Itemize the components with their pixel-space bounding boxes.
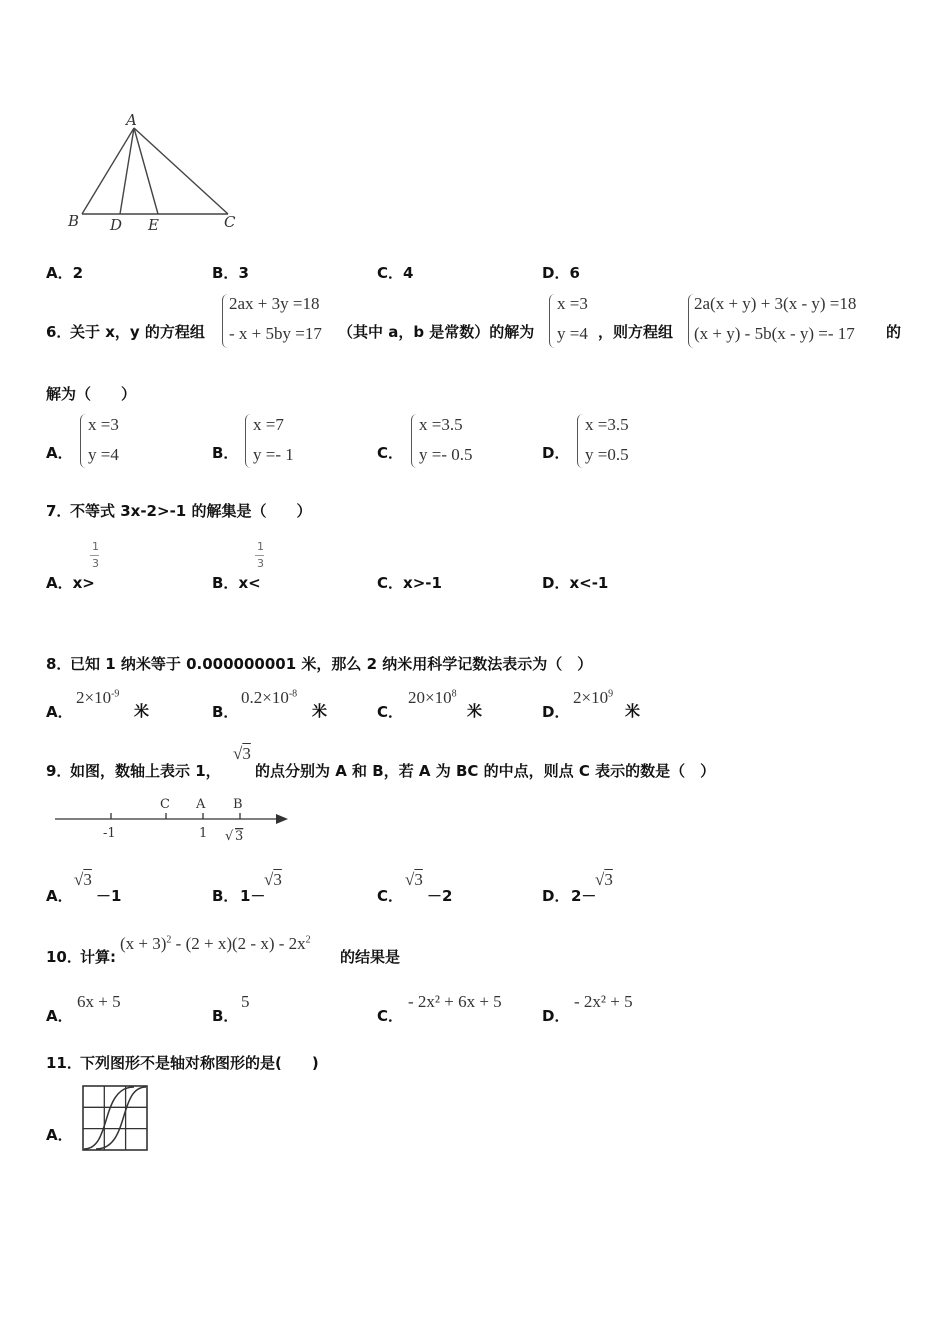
q8-text: 已知 1 纳米等于 0.000000001 米，那么 2 纳米用科学记数法表示为（ ） (70, 655, 593, 673)
option-label: A． (46, 264, 73, 282)
option-label: C． (377, 574, 404, 592)
vertex-label-c: C (224, 213, 236, 231)
q6-option-a-brace (80, 414, 87, 468)
q10-text-2: 的结果是 (340, 948, 401, 966)
option-text: 3 (238, 264, 249, 282)
sci-exponent: -8 (288, 688, 298, 700)
q5-option-b[interactable] (212, 262, 249, 283)
q8-option-c-label[interactable]: C． (377, 703, 404, 721)
point-label-c: C (160, 797, 170, 812)
q7-number: 7． (46, 502, 72, 520)
point-label-a: A (196, 797, 206, 812)
triangle-figure (60, 110, 250, 235)
option-text: x> (72, 574, 95, 592)
q7-a-fraction-numerator: 1 (92, 540, 99, 553)
q6-system2-eq2: (x + y) - 5b(x - y) =- 17 (694, 324, 855, 343)
q6-solution-y: y =4 (557, 324, 588, 343)
q6-option-c-line2: y =- 0.5 (419, 445, 473, 464)
q6-option-d-line2: y =0.5 (585, 445, 629, 464)
expr-part: (x + 3) (120, 934, 167, 953)
q9-text-1: 如图，数轴上表示 1， (70, 762, 221, 780)
q10-text-1: 计算: (80, 948, 116, 966)
q6-option-d-line1: x =3.5 (585, 415, 629, 434)
tick-label-1: 1 (199, 826, 208, 841)
q8-number: 8． (46, 655, 72, 673)
sqrt-icon: √ (595, 870, 605, 889)
q8-option-d-label[interactable]: D． (542, 703, 570, 721)
q9-option-d-radical (595, 870, 613, 890)
option-text: 2 (72, 264, 84, 282)
q6-option-c-label[interactable]: C． (377, 444, 404, 462)
q10-option-d-label[interactable]: D． (542, 1007, 570, 1025)
q7-b-fraction-numerator: 1 (257, 540, 264, 553)
q9-option-c-radical (405, 870, 423, 890)
q9-option-b-radical (264, 870, 282, 890)
sci-base: 2×10 (76, 688, 112, 707)
q5-option-c[interactable] (377, 262, 413, 283)
q11-number: 11． (46, 1054, 82, 1072)
q6-system1-eq2: - x + 5by =17 (229, 324, 322, 343)
q9-number: 9． (46, 762, 72, 780)
q6-text-1: 关于 x，y 的方程组 (70, 323, 205, 341)
sci-base: 20×10 (408, 688, 452, 707)
q11-text: 下列图形不是轴对称图形的是( ) (80, 1054, 319, 1072)
q7-a-fraction-bar (90, 555, 99, 556)
q5-option-d[interactable] (542, 262, 580, 283)
option-label: A． (46, 574, 73, 592)
sci-base: 0.2×10 (241, 688, 289, 707)
q9-option-c-post: －2 (427, 887, 453, 905)
expr-exponent: 2 (166, 934, 172, 946)
q9-option-a-post: －1 (96, 887, 122, 905)
q7-a-fraction-denominator: 3 (92, 557, 99, 570)
q6-option-a-line1: x =3 (88, 415, 119, 434)
sqrt-icon: √ (264, 870, 274, 889)
option-label: C． (377, 264, 404, 282)
expr-exponent: 2 (305, 934, 311, 946)
q10-option-c-value: - 2x² + 6x + 5 (408, 992, 502, 1011)
sci-base: 2×10 (573, 688, 609, 707)
tick-label-neg1: -1 (103, 826, 116, 841)
q6-text-3: ，则方程组 (598, 323, 674, 341)
q8-option-c-unit: 米 (467, 702, 483, 720)
radicand: 3 (604, 870, 613, 889)
q7-option-d[interactable] (542, 572, 608, 593)
q8-option-d-value (573, 688, 613, 708)
q6-option-b-label[interactable]: B． (212, 444, 239, 462)
sci-exponent: -9 (111, 688, 120, 700)
q10-option-b-label[interactable]: B． (212, 1007, 239, 1025)
q6-system2-eq1: 2a(x + y) + 3(x - y) =18 (694, 294, 857, 313)
q7-b-fraction-bar (255, 555, 264, 556)
q9-option-b-label[interactable]: B． (212, 887, 239, 905)
point-label-b: B (233, 797, 243, 812)
tick-label-sqrt3: 3 (235, 829, 244, 844)
q10-option-a-label[interactable]: A． (46, 1007, 73, 1025)
q6-system1-eq1: 2ax + 3y =18 (229, 294, 320, 313)
q6-option-b-brace (245, 414, 252, 468)
q7-text: 不等式 3x-2>-1 的解集是（ ） (70, 502, 312, 520)
q7-option-a[interactable] (46, 572, 95, 593)
q10-option-d-value: - 2x² + 5 (574, 992, 633, 1011)
q6-brace-2 (549, 294, 556, 348)
q7-option-c[interactable] (377, 572, 442, 593)
q6-text-4: 的 (886, 323, 902, 341)
q9-option-d-pre: 2－ (571, 887, 597, 905)
q8-option-a-unit: 米 (134, 702, 150, 720)
q8-option-b-value (241, 688, 297, 708)
q6-solution-x: x =3 (557, 294, 588, 313)
q11-option-a-label[interactable]: A． (46, 1126, 73, 1144)
q6-text-2: （其中 a，b 是常数）的解为 (338, 323, 535, 341)
tick-label-sqrt-icon: √ (225, 829, 234, 844)
q10-number: 10． (46, 948, 82, 966)
q9-option-d-label[interactable]: D． (542, 887, 570, 905)
q6-option-d-label[interactable]: D． (542, 444, 570, 462)
option-text: x< (238, 574, 261, 592)
vertex-label-e: E (148, 216, 159, 234)
q6-option-b-line1: x =7 (253, 415, 284, 434)
q6-option-a-line2: y =4 (88, 445, 119, 464)
q9-option-c-label[interactable]: C． (377, 887, 404, 905)
q5-option-a[interactable] (46, 262, 83, 283)
grid-curve-figure (82, 1085, 150, 1153)
q8-option-a-value (76, 688, 119, 708)
q8-option-d-unit: 米 (625, 702, 641, 720)
q6-brace-1 (222, 294, 229, 348)
q8-option-b-unit: 米 (312, 702, 328, 720)
q10-expression (120, 934, 311, 954)
q6-option-b-line2: y =- 1 (253, 445, 294, 464)
q7-b-fraction-denominator: 3 (257, 557, 264, 570)
sci-exponent: 9 (608, 688, 614, 700)
vertex-label-a: A (126, 111, 137, 129)
radicand: 3 (273, 870, 282, 889)
q9-text-2: 的点分别为 A 和 B，若 A 为 BC 的中点，则点 C 表示的数是（ ） (255, 762, 716, 780)
option-text: x>-1 (403, 574, 442, 592)
sci-exponent: 8 (451, 688, 457, 700)
q6-text-5: 解为（ ） (46, 385, 137, 403)
q7-option-b[interactable] (212, 572, 261, 593)
q10-option-c-label[interactable]: C． (377, 1007, 404, 1025)
sqrt-icon: √ (74, 870, 84, 889)
option-text: 4 (403, 264, 414, 282)
q9-option-a-label[interactable]: A． (46, 887, 73, 905)
q6-option-c-line1: x =3.5 (419, 415, 463, 434)
q6-number: 6． (46, 323, 72, 341)
q9-sqrt3 (233, 744, 251, 764)
number-line-figure (50, 792, 295, 847)
option-label: B． (212, 574, 239, 592)
q9-option-b-pre: 1－ (240, 887, 266, 905)
option-label: B． (212, 264, 239, 282)
q6-option-d-brace (577, 414, 584, 468)
radicand: 3 (242, 744, 251, 763)
q8-option-a-label[interactable]: A． (46, 703, 73, 721)
option-text: x<-1 (569, 574, 609, 592)
sqrt-icon: √ (405, 870, 415, 889)
q8-option-c-value (408, 688, 457, 708)
option-label: D． (542, 574, 570, 592)
q9-option-a-radical (74, 870, 92, 890)
option-label: D． (542, 264, 570, 282)
q6-option-c-brace (411, 414, 418, 468)
vertex-label-b: B (68, 212, 80, 230)
q8-option-b-label[interactable]: B． (212, 703, 239, 721)
q10-option-a-value: 6x + 5 (77, 992, 121, 1011)
radicand: 3 (83, 870, 92, 889)
vertex-label-d: D (110, 216, 123, 234)
expr-part: - (2 + x)(2 - x) - 2x (171, 934, 306, 953)
radicand: 3 (414, 870, 423, 889)
q6-option-a-label[interactable]: A． (46, 444, 73, 462)
q10-option-b-value: 5 (241, 992, 250, 1011)
option-text: 6 (569, 264, 580, 282)
sqrt-icon: √ (233, 744, 243, 763)
